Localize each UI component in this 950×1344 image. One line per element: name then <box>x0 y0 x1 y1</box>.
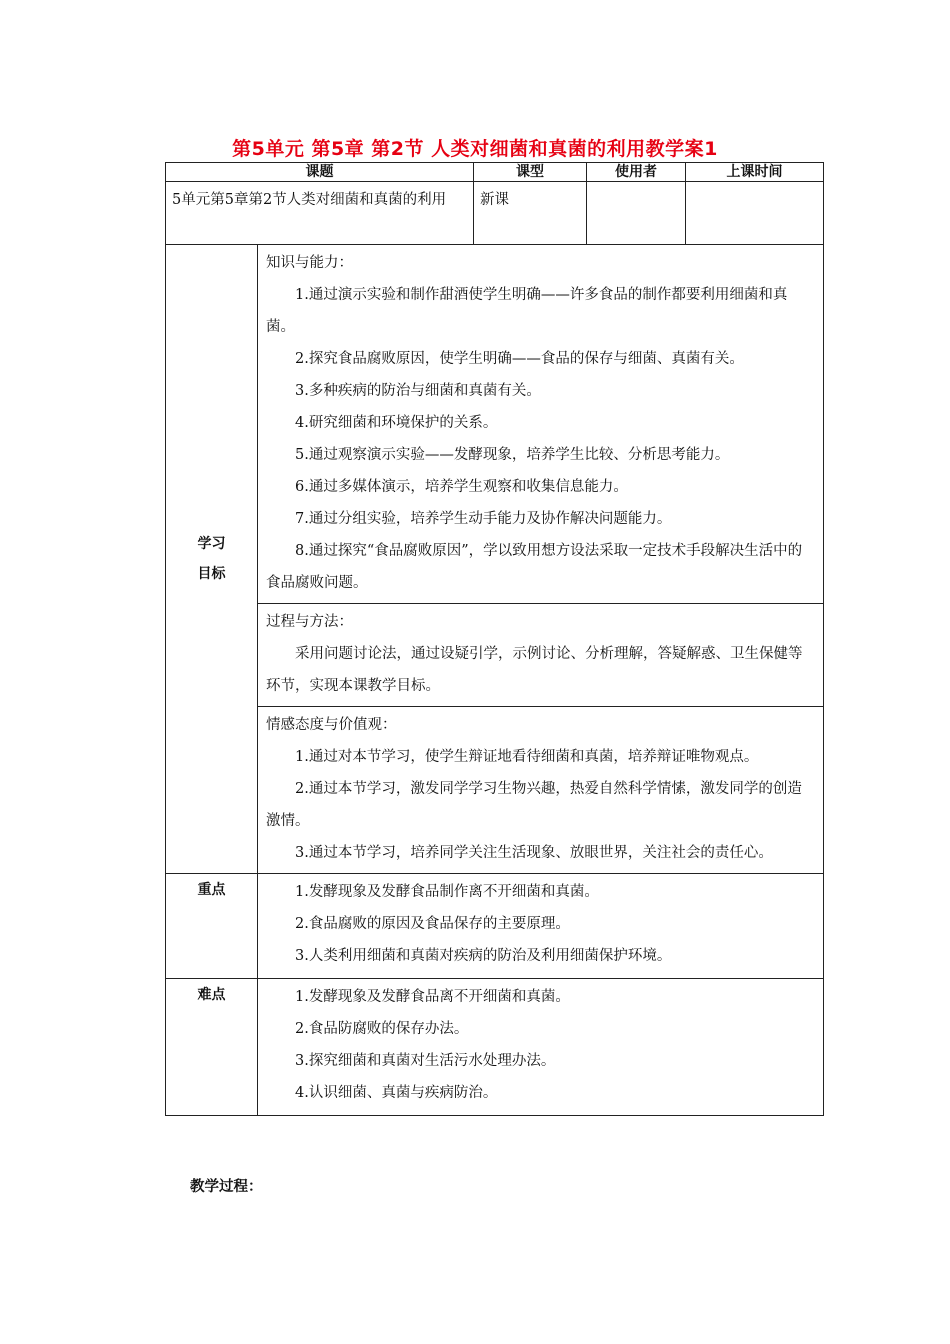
knowledge-item: 7.通过分组实验，培养学生动手能力及协作解决问题能力。 <box>295 511 672 527</box>
info-topic: 5单元第5章第2节人类对细菌和真菌的利用 <box>172 192 447 208</box>
attitude-heading: 情感态度与价值观： <box>266 717 397 733</box>
objectives-knowledge-row <box>166 245 824 604</box>
lesson-plan-table <box>165 162 824 1116</box>
attitude-item: 1.通过对本节学习，使学生辩证地看待细菌和真菌，培养辩证唯物观点。 <box>295 749 759 765</box>
attitude-item: 3.通过本节学习，培养同学关注生活现象、放眼世界，关注社会的责任心。 <box>295 845 773 861</box>
difficult-points-row <box>166 979 824 1116</box>
table-header-row <box>166 163 824 182</box>
header-type: 课型 <box>474 163 587 182</box>
difficult-points-list <box>258 979 824 1116</box>
difficult-point-item: 1.发酵现象及发酵食品离不开细菌和真菌。 <box>295 989 570 1005</box>
objectives-process-row <box>166 604 824 707</box>
knowledge-item: 1.通过演示实验和制作甜酒使学生明确——许多食品的制作都要利用细菌和真菌。 <box>266 287 788 335</box>
header-time: 上课时间 <box>686 163 824 182</box>
difficult-point-item: 4.认识细菌、真菌与疾病防治。 <box>295 1085 498 1101</box>
info-user-cell <box>587 182 686 245</box>
objectives-label-cell <box>166 245 258 874</box>
header-user: 使用者 <box>587 163 686 182</box>
document-title: 第5单元 第5章 第2节 人类对细菌和真菌的利用教学案1 <box>232 138 718 160</box>
key-points-label: 重点 <box>166 874 258 979</box>
attitude-section <box>258 707 824 874</box>
knowledge-heading: 知识与能力： <box>266 255 353 271</box>
objectives-attitude-row <box>166 707 824 874</box>
knowledge-item: 5.通过观察演示实验——发酵现象，培养学生比较、分析思考能力。 <box>295 447 730 463</box>
info-topic-cell <box>166 182 474 245</box>
objectives-label-line1: 学习 <box>197 536 226 552</box>
knowledge-item: 6.通过多媒体演示，培养学生观察和收集信息能力。 <box>295 479 628 495</box>
info-user <box>587 182 685 186</box>
difficult-point-item: 3.探究细菌和真菌对生活污水处理办法。 <box>295 1053 556 1069</box>
knowledge-section <box>258 245 824 604</box>
info-time-cell <box>686 182 824 245</box>
info-row <box>166 182 824 245</box>
header-topic: 课题 <box>166 163 474 182</box>
difficult-point-item: 2.食品防腐败的保存办法。 <box>295 1021 469 1037</box>
knowledge-item: 3.多种疾病的防治与细菌和真菌有关。 <box>295 383 541 399</box>
knowledge-item: 8.通过探究“食品腐败原因”，学以致用想方设法采取一定技术手段解决生活中的食品腐败问题。 <box>266 543 803 591</box>
process-heading: 过程与方法： <box>266 614 353 630</box>
difficult-points-label: 难点 <box>166 979 258 1116</box>
knowledge-item: 4.研究细菌和环境保护的关系。 <box>295 415 498 431</box>
process-item: 采用问题讨论法，通过设疑引学，示例讨论、分析理解，答疑解惑、卫生保健等环节，实现本课教学目标。 <box>266 646 803 694</box>
attitude-item: 2.通过本节学习，激发同学学习生物兴趣，热爱自然科学情愫，激发同学的创造激情。 <box>266 781 802 829</box>
key-points-row <box>166 874 824 979</box>
key-point-item: 2.食品腐败的原因及食品保存的主要原理。 <box>295 916 570 932</box>
info-type: 新课 <box>480 192 509 208</box>
process-section <box>258 604 824 707</box>
key-point-item: 1.发酵现象及发酵食品制作离不开细菌和真菌。 <box>295 884 599 900</box>
key-point-item: 3.人类利用细菌和真菌对疾病的防治及利用细菌保护环境。 <box>295 948 672 964</box>
teaching-process-heading: 教学过程： <box>190 1179 263 1195</box>
info-type-cell <box>474 182 587 245</box>
knowledge-item: 2.探究食品腐败原因，使学生明确——食品的保存与细菌、真菌有关。 <box>295 351 744 367</box>
info-time <box>686 182 823 186</box>
key-points-list <box>258 874 824 979</box>
objectives-label-line2: 目标 <box>197 566 226 582</box>
